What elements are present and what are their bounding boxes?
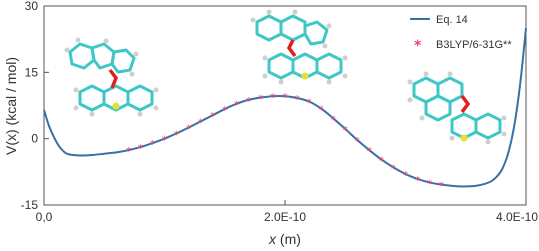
y-tick-label: 0	[31, 131, 38, 146]
data-point-b3lyp: *	[306, 96, 312, 110]
y-axis-title: V(x) (kcal / mol)	[3, 57, 19, 155]
data-point-b3lyp: *	[390, 162, 397, 176]
x-axis-title-unit: (m)	[276, 231, 301, 247]
molecule-image-right	[408, 72, 507, 145]
y-tick-label: 15	[24, 65, 38, 80]
y-tick-label: -15	[20, 198, 38, 212]
legend	[410, 14, 512, 54]
data-point-b3lyp: *	[414, 173, 421, 187]
data-point-b3lyp: *	[246, 94, 252, 108]
data-point-b3lyp: *	[161, 133, 168, 147]
data-point-b3lyp: *	[209, 110, 216, 124]
legend-marker-swatch: *	[414, 38, 422, 54]
x-tick-label: 0,0	[35, 210, 53, 224]
data-point-b3lyp: *	[294, 92, 300, 106]
legend-label-b3lyp: B3LYP/6-31G**	[436, 39, 512, 51]
data-point-b3lyp: *	[137, 142, 144, 156]
x-axis-title	[268, 231, 301, 247]
data-point-b3lyp: *	[330, 113, 336, 127]
data-point-b3lyp: *	[270, 91, 276, 105]
data-point-b3lyp: *	[258, 92, 264, 106]
y-tick-label: 30	[24, 0, 38, 13]
data-point-b3lyp: *	[402, 169, 409, 183]
data-point-b3lyp: *	[354, 134, 361, 148]
legend-label-eq14: Eq. 14	[436, 14, 468, 26]
x-tick-label: 4.0E-10	[495, 210, 538, 224]
data-point-b3lyp: *	[185, 122, 192, 136]
data-point-b3lyp: *	[149, 138, 156, 152]
data-point-b3lyp: *	[438, 179, 445, 193]
data-point-b3lyp: *	[234, 98, 240, 112]
x-tick-label: 2.0E-10	[263, 210, 307, 224]
data-point-b3lyp: *	[426, 177, 433, 191]
data-point-b3lyp: *	[222, 104, 228, 118]
data-point-b3lyp: *	[366, 145, 373, 159]
x-axis-title-symbol: x	[269, 231, 277, 247]
data-point-b3lyp: *	[378, 154, 385, 168]
data-point-b3lyp: *	[282, 91, 288, 105]
data-point-b3lyp: *	[125, 145, 132, 159]
molecule-image-center	[251, 10, 348, 85]
data-point-b3lyp: *	[173, 128, 180, 142]
data-point-b3lyp: *	[342, 123, 348, 137]
data-point-b3lyp: *	[318, 103, 324, 117]
molecule-image-left	[65, 38, 159, 117]
data-point-b3lyp: *	[197, 116, 204, 130]
